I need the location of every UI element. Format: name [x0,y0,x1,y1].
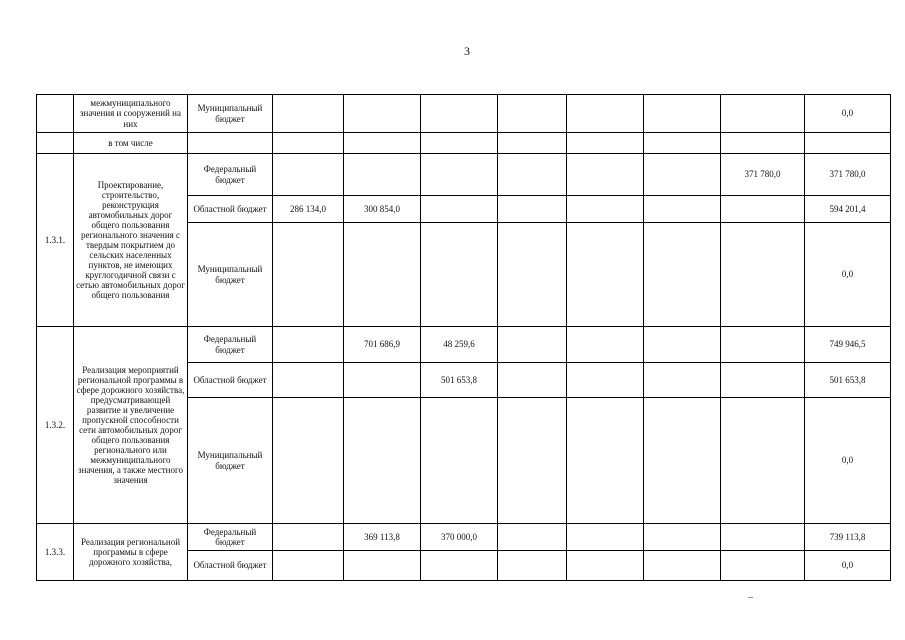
amount-cell [273,551,344,581]
amount-cell [421,133,498,154]
amount-cell: 369 113,8 [344,524,421,551]
funding-source: Муниципальный бюджет [188,223,273,327]
amount-cell [344,398,421,524]
amount-cell [644,133,721,154]
amount-cell: 48 259,6 [421,327,498,363]
funding-source: Областной бюджет [188,196,273,223]
amount-cell [498,327,567,363]
activity-name: в том числе [74,133,188,154]
amount-cell [721,363,805,398]
amount-cell [344,95,421,133]
amount-cell [273,363,344,398]
scan-mark [748,597,753,598]
funding-source: Областной бюджет [188,551,273,581]
funding-source: Муниципальный бюджет [188,398,273,524]
amount-cell: 370 000,0 [421,524,498,551]
amount-cell [273,524,344,551]
amount-cell [273,223,344,327]
amount-cell [644,551,721,581]
total-cell: 0,0 [805,551,891,581]
amount-cell [421,95,498,133]
amount-cell [644,223,721,327]
total-cell: 0,0 [805,95,891,133]
amount-cell [567,363,644,398]
amount-cell [567,398,644,524]
amount-cell [721,196,805,223]
amount-cell [344,551,421,581]
activity-name: Реализация региональной программы в сфере дорожного хозяйства, [74,524,188,581]
row-index [37,133,74,154]
total-cell: 501 653,8 [805,363,891,398]
amount-cell [273,95,344,133]
amount-cell [644,524,721,551]
table-row [37,95,891,133]
amount-cell: 501 653,8 [421,363,498,398]
funding-source: Федеральный бюджет [188,524,273,551]
funding-source: Областной бюджет [188,363,273,398]
amount-cell [421,154,498,196]
table-row [37,524,891,551]
amount-cell: 371 780,0 [721,154,805,196]
amount-cell [567,524,644,551]
amount-cell [644,154,721,196]
amount-cell [421,196,498,223]
amount-cell [344,363,421,398]
amount-cell [567,154,644,196]
amount-cell [344,133,421,154]
funding-source: Муниципальный бюджет [188,95,273,133]
amount-cell [721,398,805,524]
amount-cell [721,133,805,154]
amount-cell [567,327,644,363]
amount-cell [644,327,721,363]
total-cell: 0,0 [805,223,891,327]
activity-name: межмуниципального значения и сооружений на них [74,95,188,133]
row-index: 1.3.3. [37,524,74,581]
amount-cell [421,223,498,327]
total-cell: 371 780,0 [805,154,891,196]
activity-name: Реализация мероприятий региональной программы в сфере дорожного хозяйства, предусматривающей развитие и увеличение пропускной способности сети автомобильных дорог общего пользования регионального или межмуниципального значения, а также местного значения [74,327,188,524]
total-cell: 749 946,5 [805,327,891,363]
amount-cell [721,524,805,551]
table-row [37,133,891,154]
row-index [37,95,74,133]
table-row [37,154,891,196]
amount-cell [721,327,805,363]
amount-cell [498,223,567,327]
amount-cell [498,133,567,154]
page-number: 3 [464,44,470,58]
funding-source: Федеральный бюджет [188,327,273,363]
amount-cell [498,95,567,133]
total-cell: 0,0 [805,398,891,524]
amount-cell: 701 686,9 [344,327,421,363]
amount-cell [273,154,344,196]
amount-cell: 300 854,0 [344,196,421,223]
total-cell: 594 201,4 [805,196,891,223]
amount-cell [273,398,344,524]
amount-cell [498,363,567,398]
amount-cell [644,398,721,524]
amount-cell [498,398,567,524]
table-row [37,327,891,363]
amount-cell [567,551,644,581]
amount-cell [498,551,567,581]
amount-cell [644,196,721,223]
amount-cell: 286 134,0 [273,196,344,223]
budget-table [36,94,891,581]
amount-cell [567,133,644,154]
amount-cell [644,95,721,133]
amount-cell [273,133,344,154]
total-cell [805,133,891,154]
funding-source: Федеральный бюджет [188,154,273,196]
amount-cell [498,524,567,551]
amount-cell [721,551,805,581]
amount-cell [421,398,498,524]
amount-cell [498,154,567,196]
amount-cell [567,196,644,223]
amount-cell [644,363,721,398]
total-cell: 739 113,8 [805,524,891,551]
row-index: 1.3.2. [37,327,74,524]
amount-cell [721,223,805,327]
amount-cell [567,223,644,327]
amount-cell [721,95,805,133]
amount-cell [273,327,344,363]
amount-cell [344,223,421,327]
amount-cell [567,95,644,133]
activity-name: Проектирование, строительство, реконструкция автомобильных дорог общего пользования регионального значения с твердым покрытием до сельских населенных пунктов, не имеющих круглогодичной связи с сетью автомобильных дорог общего пользования [74,154,188,327]
amount-cell [344,154,421,196]
amount-cell [498,196,567,223]
funding-source [188,133,273,154]
amount-cell [421,551,498,581]
row-index: 1.3.1. [37,154,74,327]
